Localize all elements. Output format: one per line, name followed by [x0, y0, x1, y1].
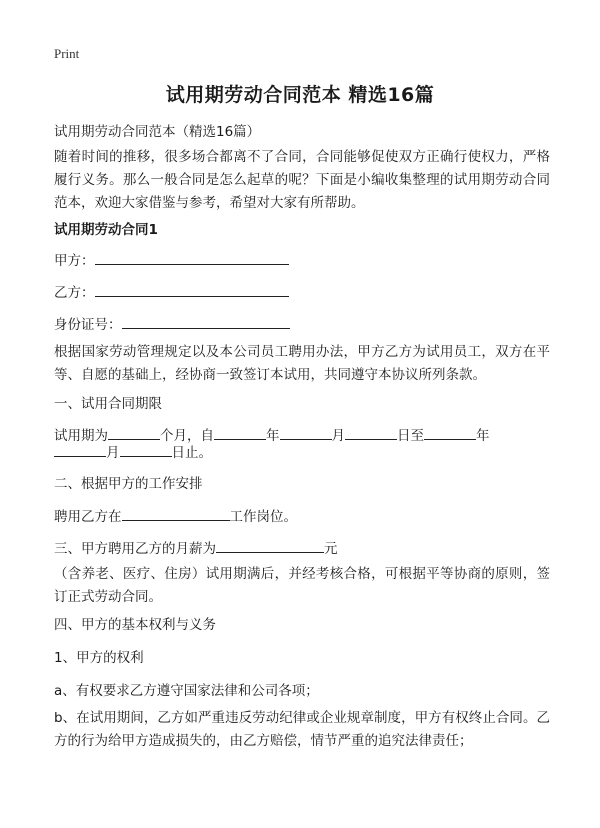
- start-month-blank: [280, 425, 332, 440]
- rights-heading: 1、甲方的权利: [54, 650, 144, 666]
- salary-suffix: 元: [324, 541, 338, 557]
- preamble-paragraph: 根据国家劳动管理规定以及本公司员工聘用办法，甲方乙方为试用员工，双方在平等、自愿的基础上，经协商一致签订本试用，共同遵守本协议所列条款。: [54, 344, 550, 383]
- end-year-blank: [424, 425, 476, 440]
- salary-prefix: 三、甲方聘用乙方的月薪为: [54, 541, 216, 557]
- party-a-label: 甲方：: [54, 253, 95, 269]
- start-day-unit: 日至: [397, 428, 424, 444]
- hire-prefix: 聘用乙方在: [54, 509, 122, 525]
- party-b-blank: [95, 282, 289, 297]
- document-title: 试用期劳动合同范本 精选16篇: [165, 84, 435, 106]
- end-day-unit: 日止。: [171, 445, 212, 461]
- hire-line: [54, 505, 297, 525]
- trial-month-unit: 个月，自: [160, 428, 214, 444]
- start-year-blank: [214, 425, 266, 440]
- section1-heading: 试用期劳动合同1: [54, 222, 158, 238]
- start-month-unit: 月: [331, 428, 345, 444]
- clause2-heading: 二、根据甲方的工作安排: [54, 476, 203, 492]
- position-blank: [122, 506, 230, 521]
- salary-line: [54, 537, 338, 557]
- clause1-heading: 一、试用合同期限: [54, 396, 162, 412]
- trial-prefix: 试用期为: [54, 428, 108, 444]
- end-month-unit: 月: [106, 445, 120, 461]
- id-label: 身份证号：: [54, 317, 122, 333]
- id-blank: [122, 314, 290, 329]
- end-month-blank: [54, 442, 106, 457]
- hire-suffix: 工作岗位。: [229, 509, 297, 525]
- print-label: Print: [54, 46, 80, 61]
- end-year-unit: 年: [476, 428, 490, 444]
- party-a-blank: [95, 250, 289, 265]
- start-day-blank: [345, 425, 397, 440]
- intro-paragraph: 随着时间的推移，很多场合都离不了合同，合同能够促使双方正确行使权力，严格履行义务。那么一般合同是怎么起草的呢？下面是小编收集整理的试用期劳动合同范本，欢迎大家借鉴与参考，希望对大家有所帮助。: [54, 149, 550, 211]
- start-year-unit: 年: [266, 428, 280, 444]
- party-b-line: [54, 281, 289, 301]
- benefits-paragraph: （含养老、医疗、住房）试用期满后，并经考核合格，可根据平等协商的原则，签订正式劳动合同。: [54, 566, 550, 605]
- id-line: [54, 313, 290, 333]
- party-a-line: [54, 249, 289, 269]
- salary-blank: [216, 538, 324, 553]
- end-day-blank: [120, 442, 172, 457]
- clause4-heading: 四、甲方的基本权利与义务: [54, 617, 216, 633]
- document-subtitle: 试用期劳动合同范本（精选16篇）: [54, 124, 261, 140]
- party-b-label: 乙方：: [54, 285, 95, 301]
- trial-period-line-2: [54, 441, 212, 461]
- right-b: b、在试用期间，乙方如严重违反劳动纪律或企业规章制度，甲方有权终止合同。乙方的行为给甲方造成损失的，由乙方赔偿，情节严重的追究法律责任；: [54, 710, 550, 749]
- right-a: a、有权要求乙方遵守国家法律和公司各项；: [54, 683, 319, 699]
- trial-months-blank: [108, 425, 160, 440]
